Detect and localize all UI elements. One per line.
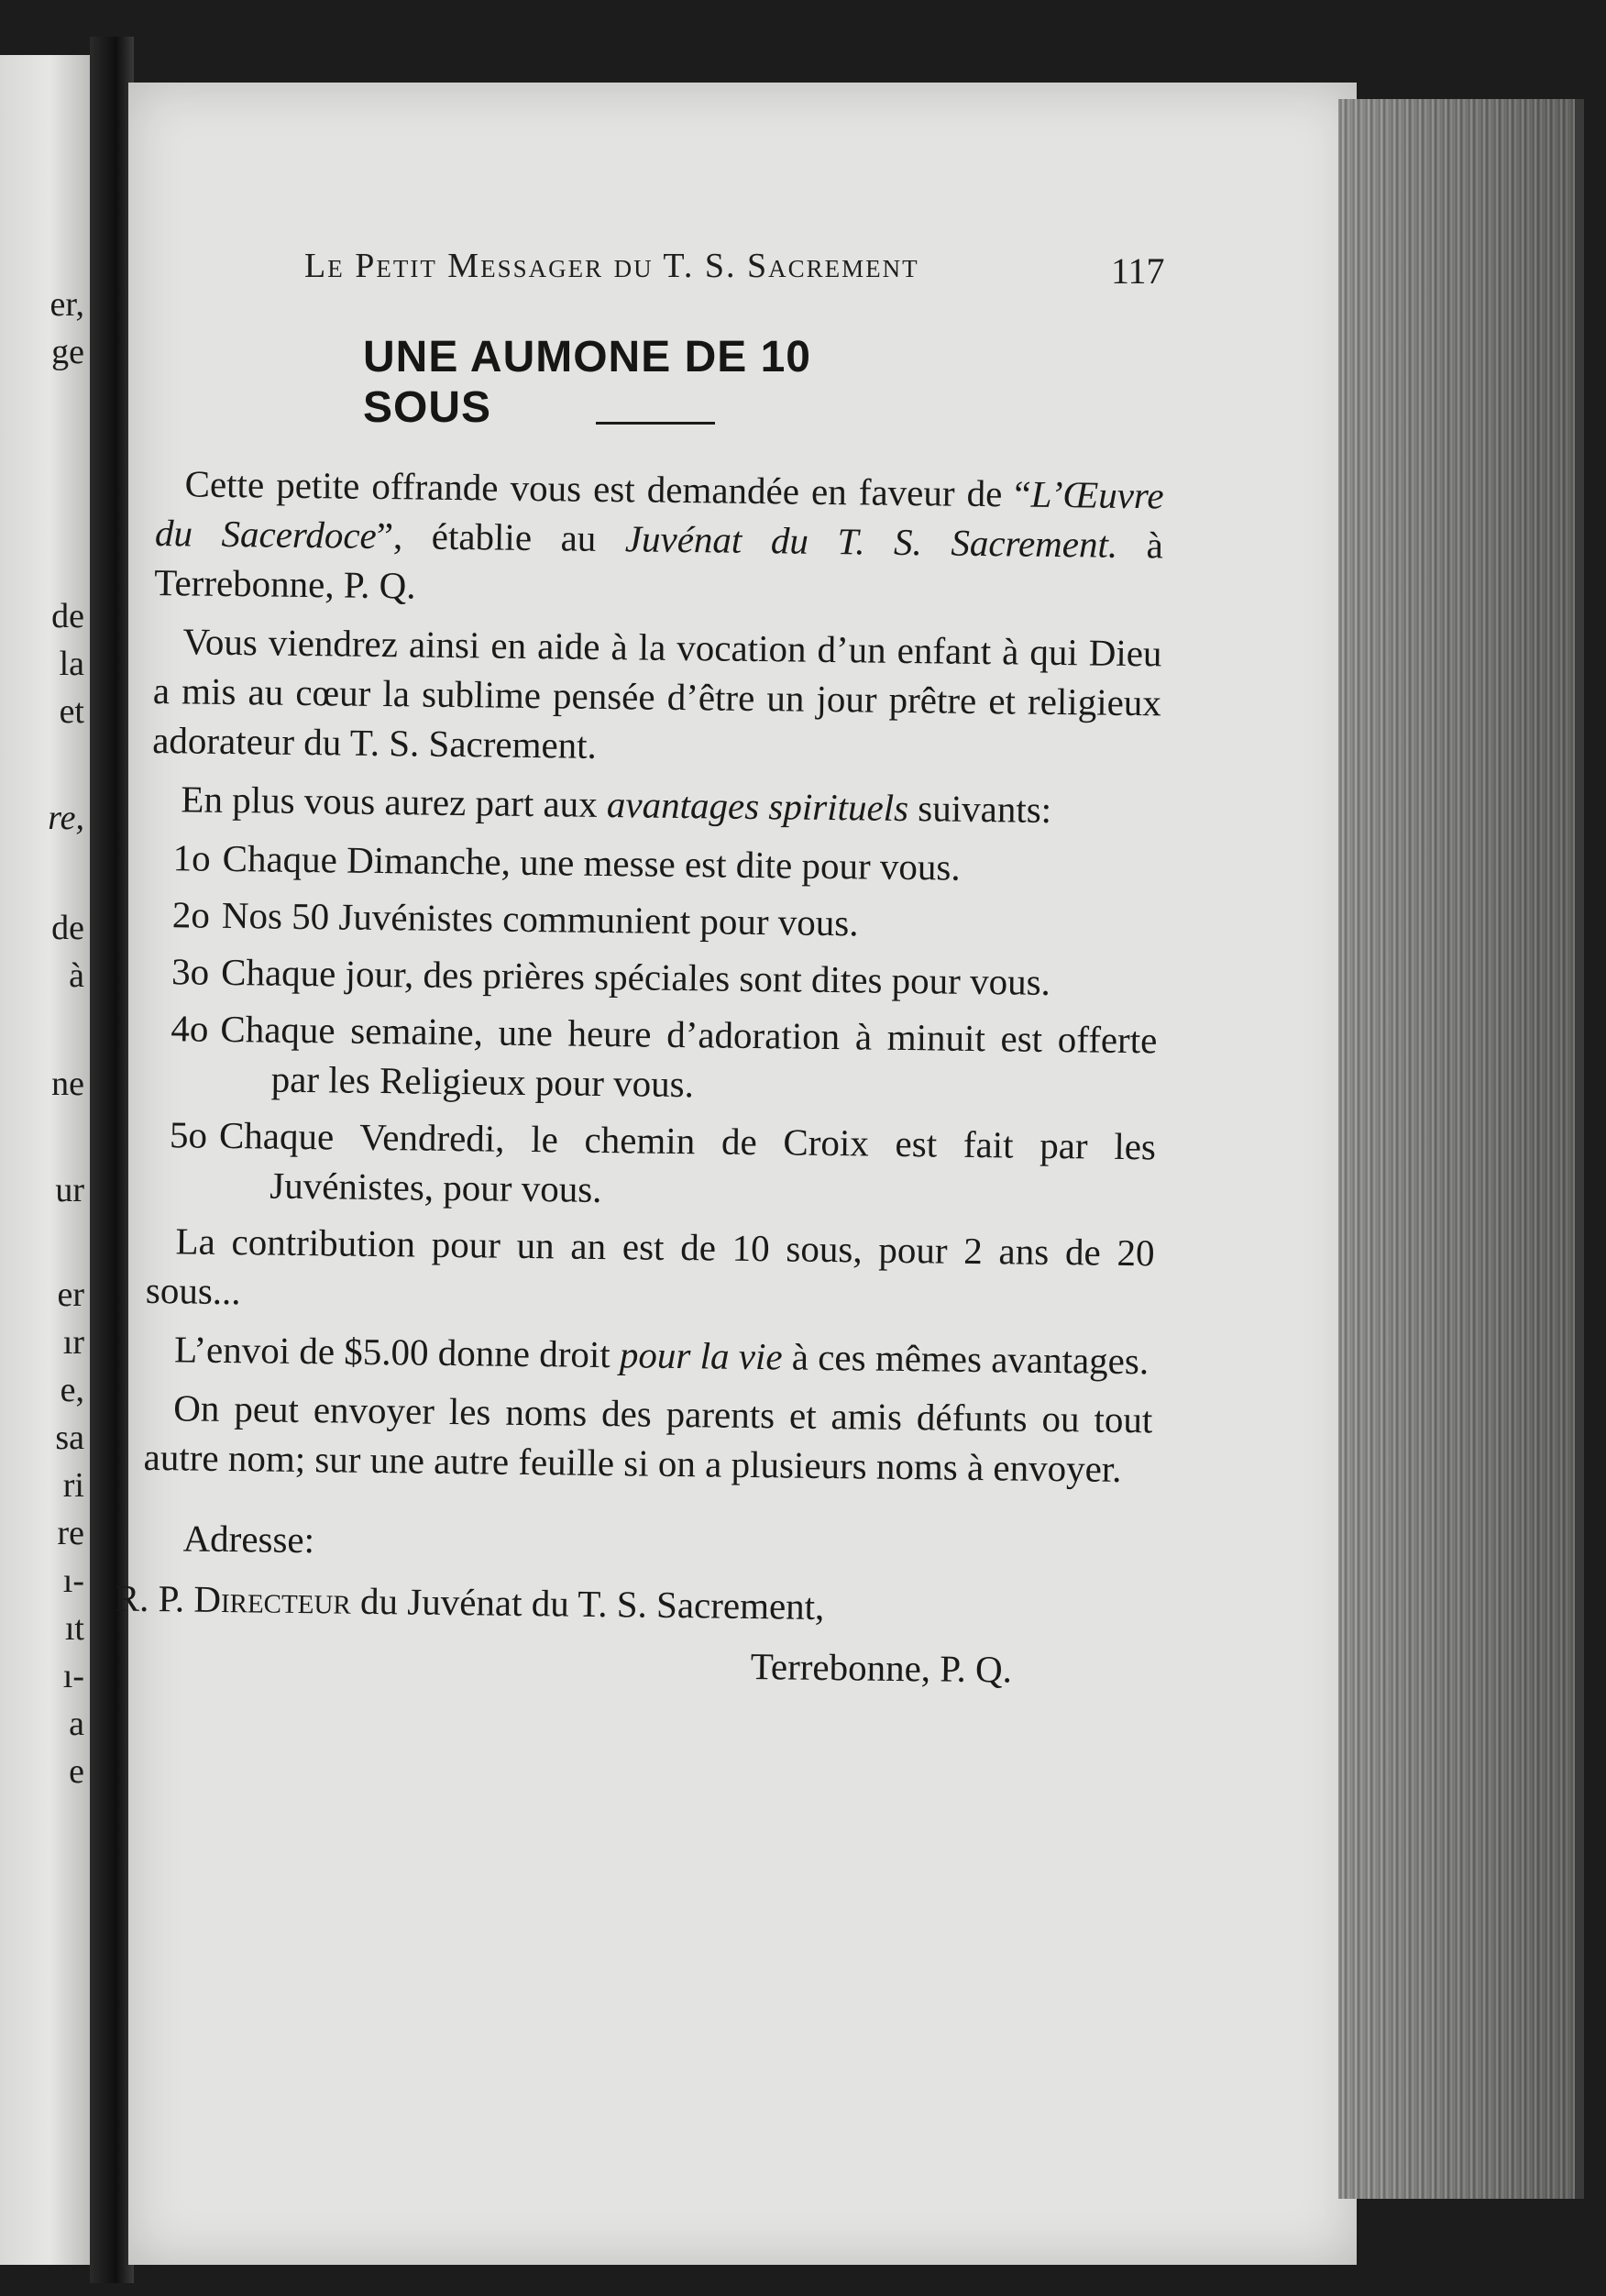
list-item-number: 2o (171, 893, 211, 936)
paragraph-vocation: Vous viendrez ainsi en aide à la vocation d’un enfant à qui Dieu a mis au cœur la sublime pensée d’être un jour prêtre et religieux adorateur du T. S. Sacrement. (151, 620, 1162, 767)
address-label: Adresse: (182, 1517, 315, 1562)
text-run: ”, établie au (376, 513, 626, 560)
italic-text: L’Œuvre du Sacerdoce (154, 472, 1164, 557)
italic-text: avantages spirituels (606, 783, 909, 830)
list-item-text: Nos 50 Juvénistes communient pour vous. (221, 893, 859, 944)
paragraph-names: On peut envoyer les noms des parents et amis défunts ou tout autre nom; sur une autre feuille si on a plusieurs noms à envoyer. (143, 1386, 1153, 1490)
left-page-fragment: re (57, 1514, 84, 1552)
left-page-fragment: er (57, 1275, 84, 1314)
paragraph-lifetime (145, 1324, 1154, 1385)
left-page-fragment: de (51, 597, 84, 635)
list-item (172, 889, 1160, 951)
paragraph-advantages (151, 774, 1160, 835)
left-page-fragment: la (59, 645, 84, 683)
left-page-fragment: ur (55, 1171, 84, 1209)
list-item-text: Chaque semaine, une heure d’adoration à minuit est offerte par les Religieux pour vous. (220, 1007, 1158, 1106)
list-item-number: 3o (170, 950, 210, 993)
left-page-fragment: a (69, 1705, 84, 1743)
left-page-fragment: e, (60, 1371, 84, 1409)
list-item-text: Chaque jour, des prières spéciales sont dites pour vous. (220, 950, 1051, 1003)
text-run: à Terrebonne, P. Q. (154, 523, 1164, 607)
italic-text: Juvénat du T. S. Sacrement. (624, 517, 1118, 566)
text-run: à ces mêmes avantages. (782, 1335, 1150, 1383)
list-item-text: Chaque Vendredi, le chemin de Croix est fait par les Juvénistes, pour vous. (218, 1113, 1157, 1211)
book-gutter (90, 37, 134, 2283)
page-number: 117 (1111, 250, 1165, 292)
article-title: UNE AUMONE DE 10 SOUS (363, 333, 811, 432)
left-page-fragment: à (69, 956, 84, 995)
left-page-fragment: sa (55, 1418, 84, 1457)
left-page-fragment: ri (62, 1466, 84, 1505)
left-page-fragment: ge (51, 333, 84, 371)
text-run: L’envoi de $5.00 donne droit (173, 1328, 621, 1376)
text-run: suivants: (908, 787, 1052, 831)
list-item-number: 5o (169, 1113, 208, 1156)
left-page-fragment: et (59, 692, 84, 731)
address-line (114, 1573, 1150, 1635)
paragraph-offering (154, 458, 1164, 619)
address-recipient: R. P. Directeur (114, 1576, 352, 1622)
left-facing-page (0, 55, 94, 2265)
list-item (171, 946, 1159, 1008)
left-page-fragment: ır (62, 1323, 84, 1362)
italic-text: pour la vie (619, 1333, 783, 1378)
text-run: En plus vous aurez part aux (181, 778, 608, 826)
left-page-fragment: er, (50, 285, 84, 324)
list-item (170, 1003, 1157, 1114)
text-run: Cette petite offrande vous est demandée en faveur de “ (184, 462, 1031, 515)
address-institution: du Juvénat du T. S. Sacrement, (350, 1579, 825, 1628)
page-edges (1338, 99, 1584, 2199)
list-item (172, 833, 1160, 894)
list-item-number: 1o (172, 836, 211, 879)
left-page-fragment: ne (51, 1065, 84, 1103)
address-city: Terrebonne, P. Q. (750, 1645, 1013, 1691)
list-item (169, 1109, 1156, 1220)
left-page-fragment: e (69, 1752, 84, 1791)
list-item-text: Chaque Dimanche, une messe est dite pour vous. (222, 836, 961, 889)
left-page-fragment: de (51, 909, 84, 947)
running-head: Le Petit Messager du T. S. Sacrement (304, 247, 919, 285)
left-page-fragment: ıt (64, 1609, 84, 1648)
left-page-fragment: re, (48, 799, 84, 837)
left-page-fragment: ı- (62, 1562, 84, 1600)
paragraph-contribution: La contribution pour un an est de 10 sous, pour 2 ans de 20 sous... (145, 1220, 1155, 1313)
left-page-fragment: ı- (62, 1657, 84, 1695)
article-body (114, 458, 1164, 1705)
title-divider (596, 422, 715, 425)
list-item-number: 4o (170, 1007, 209, 1050)
